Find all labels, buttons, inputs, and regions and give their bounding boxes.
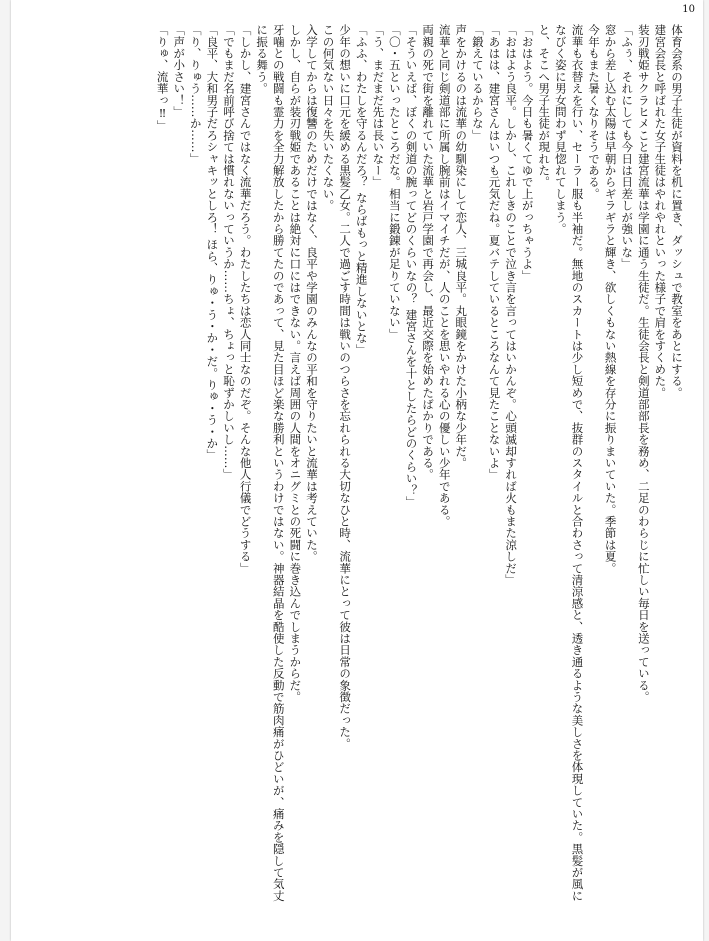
text-line: 「良平、大和男子だろシャキッとしろ！ ほら、りゅ・う・か・だ。りゅ・う・か」 bbox=[205, 24, 220, 461]
text-line: 窓から差し込む太陽は早朝からギラギラと輝き、欲しくもない熱線を存分に振りまいていた。季節は夏。 bbox=[603, 24, 618, 574]
text-line: 声をかけるのは流華の幼馴染にして恋人、三城良平。丸眼鏡をかけた小柄な少年だ。 bbox=[454, 24, 469, 469]
text-line: 「あはは、建宮さんはいつも元気だね。夏バテしているところなんて見たことないよ」 bbox=[487, 24, 502, 481]
text-line: 「おはよう良平。しかし、これしきのことで泣き言を言ってはいかんぞ。心頭滅却すれば火もまた涼しだ」 bbox=[504, 24, 519, 586]
text-line: と、そこへ男子生徒が現れた。 bbox=[537, 24, 552, 188]
text-line: 装刃戦姫サクラヒメこと建宮流華は学園に通う生徒だ。生徒会長と剣道部部長を務め、二足のわらじに忙しい毎日を送っている。 bbox=[636, 24, 651, 703]
text-line: 牙噛との戦闘も霊力を全力解放したから勝てたのであって、見た目ほど楽な勝利というわけではない。神器結晶を酷使した反動で筋肉痛がひどいが、痛みを隠して気丈 bbox=[271, 24, 286, 902]
text-line: 入学してからは復讐のためだけではなく、良平や学園のみんなの平和を守りたいと流華は考えていた。 bbox=[304, 24, 319, 563]
text-line: 流華と同じ剣道部に所属し腕前はイマイチだが、人のことを思いやれる心の優しい少年である。 bbox=[437, 24, 452, 528]
text-line: 建宮会長と呼ばれた女子生徒はやれやれといった様子で肩をすくめた。 bbox=[653, 24, 668, 399]
text-line: この何気ない日々を失いたくない。 bbox=[321, 24, 336, 212]
text-line: 少年の想いに口元を緩める黒髪乙女。二人で過ごす時間は戦いのつらさを忘れられる大切なひと時、流華にとって彼は日常の象徴だった。 bbox=[338, 24, 353, 750]
text-line: 「おはよう。今日も暑くてゆで上がっちゃうよ」 bbox=[520, 24, 535, 282]
text-line: 「鍛えているからな」 bbox=[470, 24, 485, 141]
text-line: 「りゅ、流華っ‼」 bbox=[155, 24, 170, 132]
text-line: 今年もまた暑くなりそうである。 bbox=[587, 24, 602, 200]
text-line: なびく姿に男女問わず見惚れてしまう。 bbox=[553, 24, 568, 235]
text-line: に振る舞う。 bbox=[255, 24, 270, 95]
page-number: 10 bbox=[682, 4, 695, 15]
text-line: 「でもまだ名前呼び捨ては慣れないっていうか……ちょ、ちょっと恥ずかしいし……」 bbox=[221, 24, 236, 481]
text-line: 流華も衣替えを行い、セーラー服も半袖だ。無地のスカートは少し短めで、抜群のスタイルと合わさって清涼感と、透き通るような美しさを体現していた。黒髪が風に bbox=[570, 24, 585, 902]
text-line: 「り、りゅう……か……」 bbox=[188, 24, 203, 165]
vertical-body-text bbox=[0, 24, 685, 932]
text-line: しかし、自らが装刃戦姫であることは絶対に口にはできない。言えば周囲の人間をオニグミとの死闘に巻き込んでしまうからだ。 bbox=[288, 24, 303, 703]
text-line: 「そういえば、ぼくの剣道の腕ってどのくらいなの？ 建宮さんを十としたらどのくらい？」 bbox=[404, 24, 419, 508]
text-line: 「ふふ、わたしを守るんだろ？ ならばもっと精進しないとな」 bbox=[354, 24, 369, 356]
text-line: 「う、まだまだ先は長いなー」 bbox=[371, 24, 386, 188]
text-line: 両親の死で街を離れていた流華と岩戸学園で再会し、最近交際を始めたばかりである。 bbox=[421, 24, 436, 481]
text-line: 「しかし、建宮さんではなく流華だろう。わたしたちは恋人同士なのだぞ。そんな他人行儀でどうする」 bbox=[238, 24, 253, 574]
manuscript-page bbox=[11, 0, 703, 941]
text-line: 「ふぅ、それにしても今日は日差しが強いな」 bbox=[620, 24, 635, 270]
text-line: 「〇・五といったところだな。相当に鍛錬が足りていない」 bbox=[387, 24, 402, 340]
text-line: 体育会系の男子生徒が資料を机に置き、ダッシュで教室をあとにする。 bbox=[670, 24, 684, 399]
text-line: 「声が小さい！」 bbox=[172, 24, 187, 118]
